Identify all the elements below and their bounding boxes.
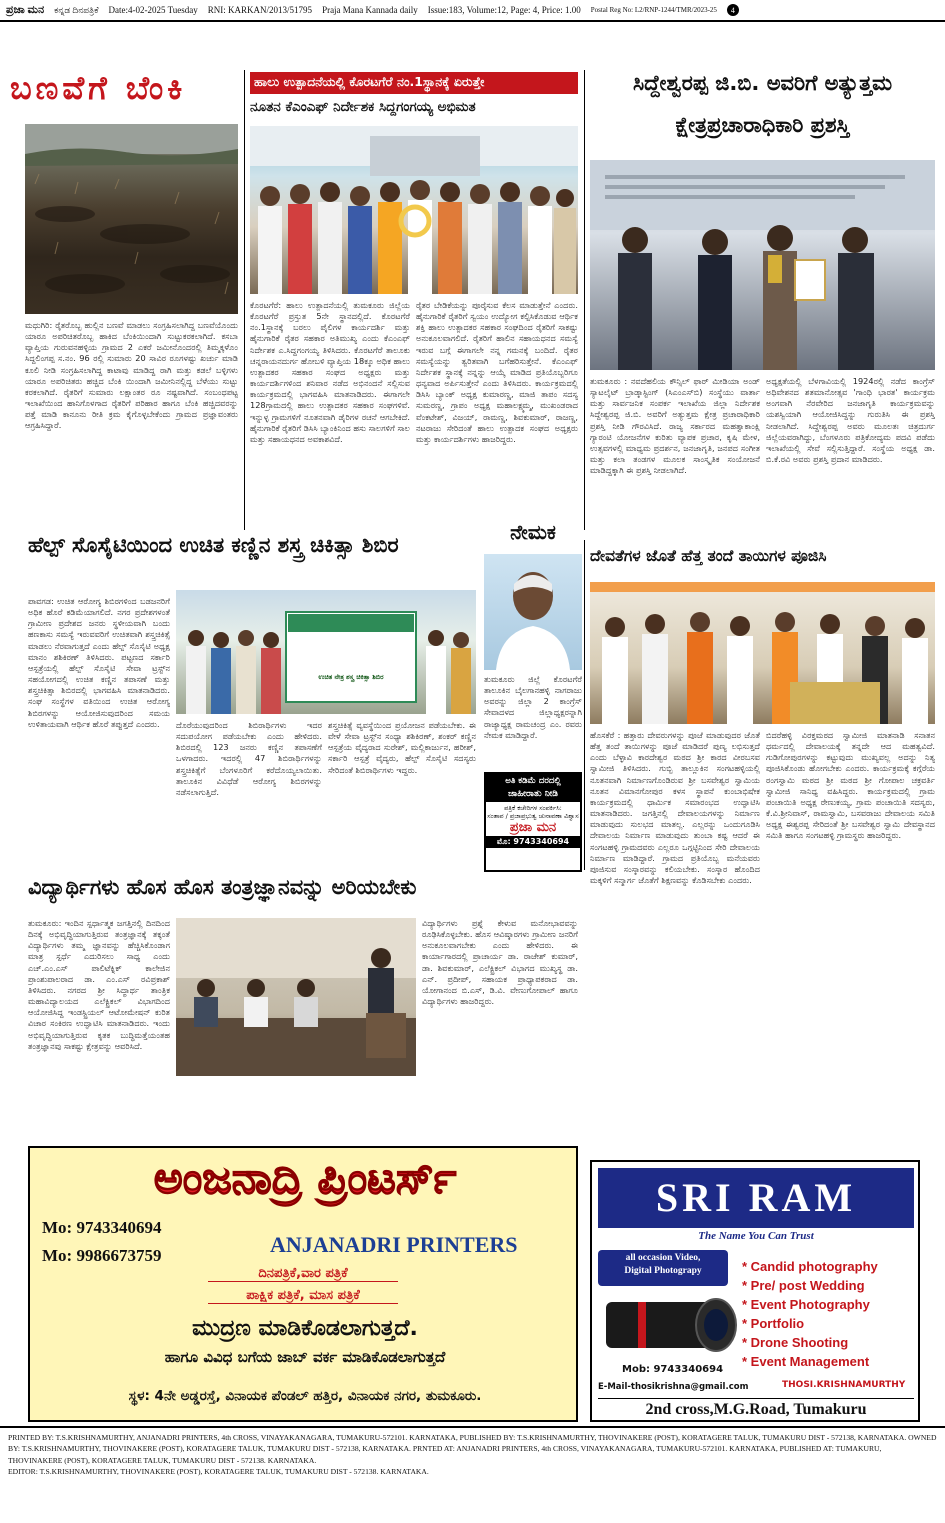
story3-body-right: ಅಧ್ಯಕ್ಷತೆಯಲ್ಲಿ ಬೆಳಗಾವಿಯಲ್ಲಿ 1924ರಲ್ಲಿ ನಡೆದ ಕಾಂಗ್ರೆಸ್ ಅಧಿವೇಶನದ ಶತಮಾನೋತ್ಸವ 'ಗಾಂಧಿ ಭಾರತ' ಕಾರ್ಯಕ್ರಮ ಅಂಗವಾಗಿ ನೆರವೇರಿದ ಜನಜಾಗೃತಿ ಕಾರ್ಯಕ್ರಮವನ್ನು ಯಶಸ್ವಿಯಾಗಿ ಆಯೋಜಿಸಿದ್ದನ್ನು ಗುರುತಿಸಿ ಈ ಪ್ರಶಸ್ತಿ ನೀಡಲಾಗಿದೆ. ಸಿದ್ದೇಶ್ವರಪ್ಪ ಅವರು ಮೂಲತಃ ಚಿತ್ರದುರ್ಗ ಜಿಲ್ಲೆಯವರಾಗಿದ್ದು, ಬೆಂಗಳೂರು ಪತ್ರಿಕೋದ್ಯಮ ಪದವಿ ಪಡೆದು ಇಲಾಖೆಯಲ್ಲಿ ಸೇವೆ ಸಲ್ಲಿಸುತ್ತಿದ್ದಾರೆ. ಸಂಸ್ಥೆಯ ಅಧ್ಯಕ್ಷ ಡಾ. ಬಿ.ಕೆ.ರವಿ ಅವರು ಪ್ರಶಸ್ತಿ ಪ್ರದಾನ ಮಾಡಿದರು. (766, 376, 935, 465)
story4-body-right: ಶಸ್ತ್ರಚಿಕಿತ್ಸೆ ವ್ಯವಸ್ಥೆಯಿಂದ ಪ್ರಯೋಜನ ಪಡೆಯಬೇಕು. ಈ ವೇಳೆ ಸೇವಾ ಟ್ರಸ್ಟ್‌ನ ಸಂಧ್ಯಾ ಶಶಿಕಿರಣ್, ಶಂಕರ್ ಕಣ್ಣಿನ ಆಸ್ಪತ್ರೆಯ ವೈದ್ಯರಾದ ಸುರೇಶ್, ಮಲ್ಲಿಕಾರ್ಜುನ, ಹರೀಶ್, ಸರ್ಕಾರಿ ಆಸ್ಪತ್ರೆ ವೈದ್ಯರು, ಹೆಲ್ಪ್ ಸೊಸೈಟಿ ಸದಸ್ಯರು ಸೇರಿದಂತೆ ಶಿಬಿರಾರ್ಥಿಗಳು ಇದ್ದರು. (328, 720, 476, 775)
story4-body-left: ಪಾವಗಡ: ಉಚಿತ ಆರೋಗ್ಯ ಶಿಬಿರಗಳಿಂದ ಬಡಜನರಿಗೆ ಅಧಿಕ ಹೊರೆ ಕಡಿಮೆಯಾಗಲಿದೆ. ನಗರ ಪ್ರದೇಶಗಳಂತೆ ಗ್ರಾಮೀಣ ಪ್ರದೇಶದ ಜನರು ಸ್ಥಳೀಯವಾಗಿ ಬಂದು ಹಣಕಾಸು ಸಮಸ್ಯೆ ಇರುವವರಿಗೆ ಉಚಿತವಾಗಿ ಶಸ್ತ್ರಚಿಕಿತ್ಸೆ ಮಾಡಲು ನೆರವಾಗುತ್ತದೆ ಎಂದು ಹೆಲ್ಪ್ ಸೊಸೈಟಿ ಅಧ್ಯಕ್ಷ ಮಾನಂ ಶಶಿಕಿರಣ್ ತಿಳಿಸಿದರು. ಪಟ್ಟಣದ ಸರ್ಕಾರಿ ಆಸ್ಪತ್ರೆಯಲ್ಲಿ ಹೆಲ್ಪ್ ಸೊಸೈಟಿ ಸೇವಾ ಟ್ರಸ್ಟ್‌ನ ಸಹಯೋಗದಲ್ಲಿ ಉಚಿತ ಕಣ್ಣಿನ ತಪಾಸಣೆ ಮತ್ತು ಶಸ್ತ್ರಚಿಕಿತ್ಸಾ ಶಿಬಿರದಲ್ಲಿ ಭಾಗವಹಿಸಿ ಮಾತನಾಡಿದರು. ಸಂಘ ಸಂಸ್ಥೆಗಳ ವತಿಯಿಂದ ಉಚಿತ ಆರೋಗ್ಯ ಶಿಬಿರಗಳನ್ನು ಆಯೋಜಿಸುವುದರಿಂದ ಸಮಯ ಉಳಿತಾಯವಾಗಿ ಆರ್ಥಿಕ ಹೊರೆ ತಪ್ಪುತ್ತದೆ ಎಂದರು. (28, 596, 170, 729)
story5-headline: ದೇವತೆಗಳ ಜೊತೆ ಹೆತ್ತ ತಂದೆ ತಾಯಿಗಳ ಪೂಜಿಸಿ (590, 548, 827, 565)
editor-line: EDITOR: T.S.KRISHNAMURTHY, THOVINAKERE (POST), KORATAGERE TALUK, TUMAKURU DIST - 572138. KARNATAKA. (8, 1467, 429, 1477)
sri-ram-ad (590, 1160, 920, 1422)
eye-camp-illustration (176, 590, 476, 714)
classified-ad-types: ಸಂತಾಪ / ಪ್ರಜಾಪ್ರಭುತ್ವ ಚುನಾವಣಾ ವಿಶ್ವಾಸ (487, 812, 579, 820)
sri-ram-badge-line1: all occasion Video, (625, 1253, 701, 1263)
anjanadri-service-3: ಮುದ್ರಣ ಮಾಡಿಕೊಡಲಾಗುತ್ತದೆ. (192, 1316, 418, 1341)
story3-headline-line1: ಸಿದ್ದೇಶ್ವರಪ್ಪ ಜಿ.ಬಿ. ಅವರಿಗೆ ಅತ್ಯುತ್ತಮ (632, 72, 893, 95)
story1-body: ಮಧುಗಿರಿ: ರೈತರೊಬ್ಬ ಹುಲ್ಲಿನ ಬಣವೆ ಮಾಡಲು ಸಂಗ್ರಹಿಸಲಾಗಿದ್ದ ಬಣವೆಯೊಂದು ಯಾರೂ ಅಪರಿಚಿತರೊಬ್ಬ ಹಾಕಿದ ಬೆಂಕಿಯಿಂದಾಗಿ ಸುಟ್ಟುಕರಕಲಾಗಿದೆ. ಕಸಬಾ ವ್ಯಾಪ್ತಿಯ ಗುರುವನಹಳ್ಳಿಯ ಗ್ರಾಮದ 2 ಎಕರೆ ಜಮೀನೊಂದರಲ್ಲಿ ತಿಮ್ಮಕ್ಕಳೊಂ ಸಿದ್ದಲಿಂಗಪ್ಪ ಸ.ನಂ. 96 ರಲ್ಲಿ ಸುಮಾರು 20 ಸಾವಿರ ರೂಗಳಷ್ಟು ಖರ್ಚು ಮಾಡಿ ಕೂಲಿ ನೀಡಿ ಸಂಗ್ರಹಿಸಲಾಗಿದ್ದ ಕಾಟಾವು ಮಾಡಿದ್ದ ರಾಗಿ ಮತ್ತು ಕಡಲೆ ಬಳ್ಳಿಗಳು ಯಾರೂ ಅಪರಿಚಿತರು ಹಚ್ಚಿದ ಬೆಂಕಿ ಯಿಂದಾಗಿ ಜಮೀನಿನಲ್ಲಿದ್ದ ಬೆಳೆಯು ಸುಟ್ಟು ಕರಕಲಾಗಿದೆ. ರೈತರಿಗೆ ಸುಮಾರು ಲಕ್ಷಾಂತರ ರೂ ನಷ್ಟವಾಗಿದೆ. ಸಂಬಂಧಪಟ್ಟ ಇಲಾಖೆಯಿಂದ ಹಾನಿಗೊಳಗಾದ ರೈತರಿಗೆ ಪರಿಹಾರ ಹಾಗೂ ಬೆಂಕಿ ಹಚ್ಚಿದವರನ್ನು ಪತ್ತೆ ಮಾಡಿ ಕಾನೂನು ರೀತಿ ಕ್ರಮ ಕೈಗೊಳ್ಳಬೇಕೆಂದು ಗ್ರಾಮದ ಪ್ರಜ್ಞಾವಂತರು ಆಗ್ರಹಿಸಿದ್ದಾರೆ. (25, 320, 238, 431)
anjanadri-title: ಅಂಜನಾದ್ರಿ ಪ್ರಿಂಟರ್ಸ್ (153, 1156, 457, 1204)
service-item: * Event Management (742, 1353, 870, 1369)
issue-date: Date:4-02-2025 Tuesday (108, 5, 198, 15)
service-item: * Event Photography (742, 1296, 870, 1312)
anjanadri-mobile-2: Mo: 9986673759 (42, 1246, 162, 1265)
story6-body-caption (176, 1080, 416, 1140)
story3-headline-line2: ಕ್ಷೇತ್ರಪ್ರಚಾರಾಧಿಕಾರಿ ಪ್ರಶಸ್ತಿ (675, 114, 850, 137)
anjanadri-english-name: ANJANADRI PRINTERS (270, 1232, 518, 1257)
column-rule (244, 70, 245, 530)
print-line-footer (0, 1426, 945, 1523)
classified-ad-phone: ಮೊ: 9743340694 (486, 836, 580, 848)
award-illustration (590, 160, 935, 370)
sri-ram-title: SRI RAM (598, 1168, 914, 1228)
column-rule (584, 540, 585, 870)
service-item: * Drone Shooting (742, 1334, 849, 1350)
seminar-illustration (176, 918, 416, 1076)
eye-camp-photo (176, 590, 476, 714)
burnt-field-illustration (25, 124, 238, 314)
story1-headline: ಬಣವೆಗೆ ಬೆಂಕಿ (10, 72, 187, 107)
sri-ram-badge-line2: Digital Photograpy (624, 1266, 702, 1277)
burnt-field-photo (25, 124, 238, 314)
story6-body-right: ವಿದ್ಯಾರ್ಥಿಗಳು ಪ್ರಶ್ನೆ ಕೇಳುವ ಮನೋಭಾವವನ್ನು ರೂಢಿಸಿಕೊಳ್ಳಬೇಕು. ಹೊಸ ಆವಿಷ್ಕಾರಗಳು ಗ್ರಾಮೀಣ ಜನರಿಗೆ ಅನುಕೂಲವಾಗಬೇಕು ಎಂದು ಹೇಳಿದರು. ಈ ಕಾರ್ಯಾಗಾರದಲ್ಲಿ ಪ್ರಾಚಾರ್ಯ ಡಾ. ರಾಜೇಶ್ ಕುಮಾರ್, ಡಾ. ಶಿವಕುಮಾರ್, ಎಲೆಕ್ಟ್ರಿಕಲ್ ವಿಭಾಗದ ಮುಖ್ಯಸ್ಥ ಡಾ. ಎನ್. ಪ್ರದೀಪ್, ಸಹಾಯಕ ಪ್ರಾಧ್ಯಾಪಕರಾದ ಡಾ. ಯೋಗಾನಂದ ಬಿ.ಎಸ್, ಡಿ.ವಿ. ವೇಣುಗೋಪಾಲ್ ಹಾಗೂ ವಿದ್ಯಾರ್ಥಿಗಳು ಹಾಜರಿದ್ದರು. (422, 918, 578, 1007)
story2-body-right: ರೈತರ ಬೇಡಿಕೆಯನ್ನು ಪೂರೈಸುವ ಕೆಲಸ ಮಾಡುತ್ತೇನೆ ಎಂದರು. ಹೈನುಗಾರಿಕೆ ರೈತರಿಗೆ ಸ್ವಯಂ ಉದ್ಯೋಗ ಕಲ್ಪಿಸಿಕೊಡುವ ಆರ್ಥಿಕ ಶಕ್ತಿ ಹಾಲು ಉತ್ಪಾದಕರ ಸಹಕಾರ ಸಂಘದಿಂದ ರೈತರಿಗೆ ಸಾಕಷ್ಟು ಅನುಕೂಲವಾಗಲಿದೆ. ರೈತರಿಗೆ ಹಾಲಿನ ಸಹಾಯಧನದ ಸಮಸ್ಯೆ ಇರುವ ಬಗ್ಗೆ ಈಗಾಗಲೇ ನನ್ನ ಗಮನಕ್ಕೆ ಬಂದಿದೆ. ರೈತರ ಸಮಸ್ಯೆಯನ್ನು ತ್ವರಿತವಾಗಿ ಬಗೆಹರಿಸುತ್ತೇನೆ. ಕೆಎಂಎಫ್ ನಿರ್ದೇಶಕ ಸ್ಥಾನಕ್ಕೆ ನನ್ನನ್ನು ಆಯ್ಕೆ ಮಾಡಿದ ಪ್ರತಿಯೊಬ್ಬರಿಗೂ ಧನ್ಯವಾದ ಅರ್ಪಿಸುತ್ತೇನೆ ಎಂದು ತಿಳಿಸಿದರು. ಕಾರ್ಯಕ್ರಮದಲ್ಲಿ ಡಿಸಿಸಿ ಬ್ಯಾಂಕ್ ಅಧ್ಯಕ್ಷ ಕುಮಾರಣ್ಣ, ಮಾಜಿ ತಾಪಂ ಸದಸ್ಯ ಸುಮರಣ್ಣ, ಗ್ರಾಪಂ ಅಧ್ಯಕ್ಷ ಮಹಾಲಕ್ಷ್ಮಮ್ಮ, ಮುಖಂಡರಾದ ವೆಂಕಟೇಶ್, ವಿಜಯ್, ರಾಮಣ್ಣ, ಶಿವಕುಮಾರ್, ರಾಜಣ್ಣ, ನಟರಾಜು ಸೇರಿದಂತೆ ಹಾಲು ಉತ್ಪಾದಕ ಸಂಘದ ಅಧ್ಯಕ್ಷರು ಮತ್ತು ಕಾರ್ಯದರ್ಶಿಗಳು ಹಾಜರಿದ್ದರು. (416, 300, 578, 444)
story2-body-left: ಕೊರಟಗೆರೆ: ಹಾಲು ಉತ್ಪಾದನೆಯಲ್ಲಿ ತುಮಕೂರು ಜಿಲ್ಲೆಯ ಕೊರಟಗೆರೆ ಪ್ರಸ್ತುತ 5ನೇ ಸ್ಥಾನದಲ್ಲಿದೆ. ಕೊರಟಗೆರೆ ನಂ.1ಸ್ಥಾನಕ್ಕೆ ಬರಲು ಪೈಲಿಗಳ ಕಾರ್ಯದರ್ಶಿ ಮತ್ತು ಹೈನುಗಾರಿಕೆ ರೈತರ ಸಹಕಾರ ಅತಿಮುಖ್ಯ ಎಂದು ಕೆಎಂಎಫ್ ನಿರ್ದೇಶಕ ಎ.ಸಿದ್ದಗಂಗಯ್ಯ ತಿಳಿಸಿದರು. ಕೊರಟಗೆರೆ ತಾಲೂಕು ಚನ್ನರಾಯನದುರ್ಗ ಹೋಬಳಿ ವ್ಯಾಪ್ತಿಯ 18ಕ್ಕೂ ಅಧಿಕ ಹಾಲು ಉತ್ಪಾದಕರ ಸಹಕಾರ ಸಂಘದ ಅಧ್ಯಕ್ಷರು ಮತ್ತು ಕಾರ್ಯದರ್ಶಿಗಳಿಂದ ಶನಿವಾರ ನಡೆದ ಅಭಿನಂದನೆ ಸಲ್ಲಿಸುವ ಕಾರ್ಯಕ್ರಮದಲ್ಲಿ ಭಾಗವಹಿಸಿ ಮಾತನಾಡಿದರು. ಈಗಾಗಲೇ 128ಗ್ರಾಮದಲ್ಲಿ ಹಾಲು ಉತ್ಪಾದಕರ ಸಹಕಾರ ಸಂಘಗಳಿವೆ. ಇನ್ನುಳ್ಳ ಗ್ರಾಮಗಳಿಗೆ ನೂತನವಾಗಿ ಡೈರಿಗಳ ರಚನೆ ಆಗಬೇಕಿದೆ. ಹೈನುಗಾರಿಕೆ ರೈತರಿಗೆ ಡಿಸಿಸಿ ಬ್ಯಾಂಕಿನಿಂದ ಹಸು ಸಾಲಗಳಿಗೆ ಸಾಲ ಮತ್ತು ಸಹಾಯಧನದ ಅವಕಾಶವಿದೆ. (250, 300, 410, 444)
kmf-felicitation-photo (250, 126, 578, 294)
story4-body-mid: ದೊರೆಯುವುದರಿಂದ ಶಿಬಿರಾರ್ಥಿಗಳು ಇದರ ಸದುಪಯೋಗ ಪಡೆಯಬೇಕು ಎಂದು ಹೇಳಿದರು. ಶಿಬಿರದಲ್ಲಿ 123 ಜನರು ಕಣ್ಣಿನ ತಪಾಸಣೆಗೆ ಒಳಗಾದರು. ಇದರಲ್ಲಿ 47 ಶಿಬಿರಾರ್ಥಿಗಳನ್ನು ಶಸ್ತ್ರಚಿಕಿತ್ಸೆಗೆ ಬೆಂಗಳೂರಿಗೆ ಕರೆದೊಯ್ಯಲಾಯಿತು. ತಾಲೂಕಿನ ವಿವಿಧೆಡೆ ಆರೋಗ್ಯ ಶಿಬಿರಗಳನ್ನು ನಡೆಸಲಾಗುತ್ತಿದೆ. (176, 720, 322, 797)
anjanadri-service-1: ದಿನಪತ್ರಿಕೆ,ವಾರ ಪತ್ರಿಕೆ (208, 1266, 398, 1282)
sri-ram-mobile: Mob: 9743340694 (622, 1364, 724, 1375)
rni-number: RNI: KARKAN/2013/51795 (207, 5, 313, 15)
classified-ad-brand: ಪ್ರಜಾ ಮನ (509, 820, 557, 836)
anjanadri-service-4: ಹಾಗೂ ವಿವಿಧ ಬಗೆಯ ಜಾಬ್ ವರ್ಕ ಮಾಡಿಕೊಡಲಾಗುತ್ತದೆ (164, 1348, 446, 1366)
sri-ram-tagline: The Name You Can Trust (698, 1230, 814, 1242)
newspaper-brand: ಪ್ರಜಾ ಮನ (6, 3, 45, 16)
anjanadri-printers-ad (28, 1146, 578, 1422)
sri-ram-email: E-Mail-thosikrishna@gmail.com (598, 1382, 749, 1392)
sri-ram-owner: THOSI.KRISHNAMURTHY (782, 1380, 906, 1390)
masthead (0, 0, 945, 22)
seminar-photo (176, 918, 416, 1076)
story2-headline: ನೂತನ ಕೆಎಂಎಫ್ ನಿರ್ದೇಶಕ ಸಿದ್ದಗಂಗಯ್ಯ ಅಭಿಮತ (250, 100, 476, 115)
issue-info: Issue:183, Volume:12, Page: 4, Price: 1.00 (427, 5, 581, 15)
story3-body-left: ತುಮಕೂರು : ನವದೆಹಲಿಯ ಕೌನ್ಸಿಲ್ ಫಾರ್ ಮೀಡಿಯಾ ಅಂಡ್ ಸ್ಯಾಟಲೈಟ್ ಬ್ರಾಡ್ಕಾಸ್ಟಿಂಗ್ (ಸಿಎಂಎಸ್‌ಬಿ) ಸಂಸ್ಥೆಯು ವಾರ್ತಾ ಮತ್ತು ಸಾರ್ವಜನಿಕ ಸಂಪರ್ಕ ಇಲಾಖೆಯ ಜಿಲ್ಲಾ ನಿರ್ದೇಶಕ ಸಿದ್ದೇಶ್ವರಪ್ಪ ಜಿ.ಬಿ. ಅವರಿಗೆ ಅತ್ಯುತ್ತಮ ಕ್ಷೇತ್ರ ಪ್ರಚಾರಾಧಿಕಾರಿ ಪ್ರಶಸ್ತಿ ನೀಡಿ ಗೌರವಿಸಿದೆ. ರಾಜ್ಯ ಸರ್ಕಾರದ ಮಹತ್ವಾಕಾಂಕ್ಷಿ ಗ್ಯಾರಂಟಿ ಯೋಜನೆಗಳ ಕುರಿತು ವ್ಯಾಪಕ ಪ್ರಚಾರ, ಕೃಷಿ ಮೇಳ, ಉತ್ಸವಗಳಲ್ಲಿ ಮಾಧ್ಯಮ ಪ್ರದರ್ಶನ, ಜನಜಾಗೃತಿ, ಜನಪದ ಸಂಗೀತ ಮತ್ತು ಕಲಾ ತಂಡಗಳ ಮೂಲಕ ಸಾಂಸ್ಕೃತಿಕ ಸಂಯೋಜನೆ ಮಾಡಿದ್ದಕ್ಕಾಗಿ ಈ ಪ್ರಶಸ್ತಿ ನೀಡಲಾಗಿದೆ. (590, 376, 760, 476)
classified-ad-body: ಪತ್ರಿಕೆ ಕಚೇರಿಗಳ ಸಂಪರ್ಕಿಸಿ: (504, 803, 562, 812)
camera-lens-icon (598, 1290, 740, 1356)
sri-ram-badge (598, 1250, 728, 1286)
portrait-illustration (484, 554, 582, 670)
classified-ad-box (484, 772, 582, 872)
newspaper-tagline: ಕನ್ನಡ ದಿನಪತ್ರಿಕೆ (54, 4, 99, 15)
postal-reg: Postal Reg No: L2/RNP-1244/TMR/2023-25 (590, 6, 717, 14)
appointment-body: ತುಮಕೂರು ಜಿಲ್ಲೆ ಕೊರಟಗೆರೆ ತಾಲೂಕಿನ ಬೈಲಗಾನಹಳ್ಳಿ ನಾಗರಾಜು ಅವರನ್ನು ಜಿಲ್ಲಾ 2 ಕಾಂಗ್ರೆಸ್ ಸೇವಾದಳದ ಜಿಲ್ಲಾಧ್ಯಕ್ಷರನ್ನಾಗಿ ರಾಜ್ಯಾಧ್ಯಕ್ಷ ರಾಮಚಂದ್ರ ಎಂ. ರವರು ನೇಮಕ ಮಾಡಿದ್ದಾರೆ. (484, 674, 582, 740)
anjanadri-service-2: ಪಾಕ್ಷಿಕ ಪತ್ರಿಕೆ, ಮಾಸ ಪತ್ರಿಕೆ (208, 1288, 398, 1304)
appointment-headline: ನೇಮಕ (510, 522, 556, 544)
story5-body-right: ಬಿದರೆಹಳ್ಳಿ ವಿರಕ್ತಮಠದ ಸ್ವಾಮೀಜಿ ಮಾತನಾಡಿ ಸನಾತನ ಧರ್ಮದಲ್ಲಿ ದೇವಾಲಯಕ್ಕೆ ತನ್ನದೇ ಆದ ಮಹತ್ವವಿದೆ. ಗುಡಿಗೋಪುರಗಳನ್ನು ಕಟ್ಟುವುದು ಮುಖ್ಯವಲ್ಲ ಅದನ್ನು ನಿತ್ಯ ಪೂಜಿಸಿಕೊಂಡು ಹೋಗಬೇಕು ಎಂದರು. ಕಾರ್ಯಕ್ರಮಕ್ಕೆ ಕಗ್ಗೆರೆಯ ರಂಗಸ್ವಾಮಿ ಮಠದ ಶ್ರೀ ಮಠದ ಶ್ರೀ ಗೋಪಾಲ ಚಕ್ರವರ್ತಿ ಸ್ವಾಮೀಜಿ ಸಾನಿಧ್ಯ ವಹಿಸಿದ್ದರು. ಕಾರ್ಯಕ್ರಮದಲ್ಲಿ ಗ್ರಾಮ ಪಂಚಾಯಿತಿ ಅಧ್ಯಕ್ಷ ರೇಣುಕಯ್ಯ, ಗ್ರಾಮ ಪಂಚಾಯಿತಿ ಸದಸ್ಯರು, ಕೆ.ವಿ.ಶ್ರೀನಿವಾಸ್, ರಾಮಸ್ವಾಮಿ, ಬಸವರಾಜು ದೇವಾಲಯ ಸಮಿತಿ ಅಧ್ಯಕ್ಷ ಈಶ್ವರಪ್ಪ ಸೇರಿದಂತೆ ಶ್ರೀ ಬಸವೇಶ್ವರ ಸ್ವಾಮಿ ದೇವಸ್ಥಾನದ ಸಮಿತಿ ಹಾಗೂ ಸಂಗಟಹಳ್ಳಿ ಗ್ರಾಮಸ್ಥರು ಹಾಜರಿದ್ದರು. (766, 730, 935, 841)
appointee-portrait (484, 554, 582, 670)
story6-headline: ವಿದ್ಯಾರ್ಥಿಗಳು ಹೊಸ ಹೊಸ ತಂತ್ರಜ್ಞಾನವನ್ನು ಅರಿಯಬೇಕು (28, 876, 417, 899)
anjanadri-mobile-1: Mo: 9743340694 (42, 1218, 162, 1237)
story6-body-left: ತುಮಕೂರು: ಇಂದಿನ ಸ್ಪರ್ಧಾತ್ಮಕ ಜಗತ್ತಿನಲ್ಲಿ ದಿನದಿಂದ ದಿನಕ್ಕೆ ಅಭಿವೃದ್ಧಿಯಾಗುತ್ತಿರುವ ತಂತ್ರಜ್ಞಾನಕ್ಕೆ ತಕ್ಕಂತೆ ವಿದ್ಯಾರ್ಥಿಗಳು ತಮ್ಮ ಜ್ಞಾನವನ್ನು ಹೆಚ್ಚಿಸಿಕೊಂಡಾಗ ಮಾತ್ರ ಸ್ಪರ್ಧೆ ಎದುರಿಸಲು ಸಾಧ್ಯ ಎಂದು ಎಚ್.ಎಂ.ಎಸ್ ಪಾಲಿಟೆಕ್ನಿಕ್ ಕಾಲೇಜಿನ ಪ್ರಾಂಶುಪಾಲರಾದ ಡಾ. ಎಂ.ಎಸ್ ರವಿಪ್ರಕಾಶ್ ತಿಳಿಸಿದರು. ನಗರದ ಶ್ರೀ ಸಿದ್ಧಾರ್ಥ ತಾಂತ್ರಿಕ ಮಹಾವಿದ್ಯಾಲಯದ ಎಲೆಕ್ಟ್ರಿಕಲ್ ವಿಭಾಗದಿಂದ ಆಯೋಜಿಸಿದ್ದ ಇಂಡಸ್ಟ್ರಿಯಲ್ ಆಟೋಮೇಷನ್ ಕುರಿತ ವಿಚಾರ ಸಂಕಿರಣ ಉದ್ಘಾಟಿಸಿ ಮಾತನಾಡಿದರು. ಇಂದು ಅಭಿವೃದ್ಧಿಯಾಗುತ್ತಿರುವ ಕೃತಕ ಬುದ್ಧಿಮತ್ತೆಯಂತಹ ತಂತ್ರಜ್ಞಾನವು ಸಾಕಷ್ಟು ಕ್ಷೇತ್ರವನ್ನು ಆವರಿಸಿದೆ. (28, 918, 170, 1051)
classified-ad-subtitle: ಜಾಹೀರಾತು ನೀಡಿ (486, 789, 580, 802)
story4-headline: ಹೆಲ್ಪ್ ಸೊಸೈಟಿಯಿಂದ ಉಚಿತ ಕಣ್ಣಿನ ಶಸ್ತ್ರ ಚಿಕಿತ್ಸಾ ಶಿಬಿರ (28, 534, 399, 557)
service-item: * Portfolio (742, 1315, 805, 1331)
sri-ram-services (742, 1258, 918, 1372)
temple-illustration (590, 582, 935, 724)
group-photo-illustration (250, 126, 578, 294)
banner-text: ಉಚಿತ ನೇತ್ರ ಶಸ್ತ್ರ ಚಿಕಿತ್ಸಾ ಶಿಬಿರ (318, 673, 384, 681)
story5-body-left: ಹೊಸಕೆರೆ : ಹತ್ತಾರು ದೇವರುಗಳನ್ನು ಪೂಜೆ ಮಾಡುವುದರ ಜೊತೆ ಹೆತ್ತ ತಂದೆ ತಾಯಿಗಳನ್ನು ಪೂಜೆ ಮಾಡಿದರೆ ಪುಣ್ಯ ಲಭಿಸುತ್ತದೆ ಎಂದು ಬೆಳ್ಳಾವಿ ಕಾರದೇಶ್ವರ ಮಠದ ಶ್ರೀ ಕಾರದ ವೀರಬಸವ ಸ್ವಾಮೀಜಿ ತಿಳಿಸಿದರು. ಗುಬ್ಬಿ ತಾಲ್ಲೂಕಿನ ಸಂಗಟಹಳ್ಳಿಯಲ್ಲಿ ನೂತನವಾಗಿ ನಿರ್ಮಾಣಗೊಂಡಿರುವ ಶ್ರೀ ಬಸವೇಶ್ವರ ಸ್ವಾಮಿಯ ನೂತನ ವಿಮಾನಗೋಪುರ ಕಳಸ ಸ್ಥಾಪನೆ ಕುಂಬಾಭಿಷೇಕ ಕಾರ್ಯಕ್ರಮದಲ್ಲಿ ಧಾರ್ಮಿಕ ಸಮಾರಂಭದ ಉದ್ಘಾಟಿಸಿ ಮಾತನಾಡಿದರು. ಜಗತ್ತಿನಲ್ಲಿ ದೇವಾಲಯಗಳನ್ನು ನಿರ್ಮಾಣ ಮಾಡುವುದು ಸುಲಭದ ಮಾತಲ್ಲ. ಎಲ್ಲರನ್ನು ಒಂದುಗೂಡಿಸಿ ದೇವಾಲಯ ನಿರ್ಮಾಣ ಮಾಡುವುದು ತುಂಬಾ ಕಷ್ಟ ಆದರೆ ಈ ಸಂಗಟಹಳ್ಳಿ ಗ್ರಾಮದವರು ಎಲ್ಲರೂ ಒಗ್ಗಟ್ಟಿನಿಂದ ಸೇರಿ ದೇವಾಲಯ ನಿರ್ಮಾಣ ಮಾಡಿದ್ದಾರೆ. ಗ್ರಾಮದ ಪ್ರತಿಯೊಬ್ಬ ಮನೆಯವರು ಪೂಜಿಸುವ ಸಂಸ್ಕಾರವನ್ನು ಕಲಿಯಬೇಕು. ಸಂಸ್ಕಾರ ಹೊಂದಿದ ಮಕ್ಕಳಿಗೆ ಸನ್ಮಾರ್ಗ ಜೊತೆಗೆ ಶಿಕ್ಷಣವನ್ನು ಕೊಡಿಸಬೇಕು ಎಂದರು. (590, 730, 760, 886)
service-item: * Pre/ post Wedding (742, 1277, 865, 1293)
page-number-badge: 4 (727, 4, 739, 16)
service-item: * Candid photography (742, 1259, 878, 1274)
story2-kicker: ಹಾಲು ಉತ್ಪಾದನೆಯಲ್ಲಿ ಕೊರಟಗೆರೆ ನಂ.1ಸ್ಥಾನಕ್ಕೆ ಏರುತ್ತೇ (250, 72, 578, 94)
temple-function-photo (590, 582, 935, 724)
award-ceremony-photo (590, 160, 935, 370)
print-line: PRINTED BY: T.S.KRISHNAMURTHY, ANJANADRI PRINTERS, 4th CROSS, VINAYAKANAGARA, TUMAKURU-572101. KARNATAKA, PUBLISHED BY: T.S.KRISHNAMURTHY, THOVINAKERE (POST), KORATAGERE TALUK, TUMAKURU DIST - 572138, KARNATAKA. OWNED BY: T.S.KRISHNAMURTHY, THOVINAKERE (POST), KORATAGERE TALUK, TUMAKURU DIST - 572138, KARNATAKA. PRNTED AT: ANJANADRI PRINTERS, 4th CROSS, VINAYAKANAGARA, TUMAKURU-572101. KARNATAKA, PUBLISHED AT: TUMAKURU, THOVINAKERE (POST), KORATAGERE TALUK, TUMAKURU DIST - 572138. KARNATAKA. (8, 1433, 937, 1465)
classified-ad-title: ಅತಿ ಕಡಿಮೆ ದರದಲ್ಲಿ (486, 774, 580, 789)
column-rule (584, 70, 585, 530)
sri-ram-address: 2nd cross,M.G.Road, Tumakuru (598, 1398, 914, 1419)
anjanadri-address: ಸ್ಥಳ: 4ನೇ ಅಡ್ಡರಸ್ತೆ, ವಿನಾಯಕ ಪೆಂಡಲ್ ಹತ್ತಿರ, ವಿನಾಯಕ ನಗರ, ತುಮಕೂರು. (128, 1388, 482, 1404)
paper-name: Praja Mana Kannada daily (322, 5, 418, 15)
